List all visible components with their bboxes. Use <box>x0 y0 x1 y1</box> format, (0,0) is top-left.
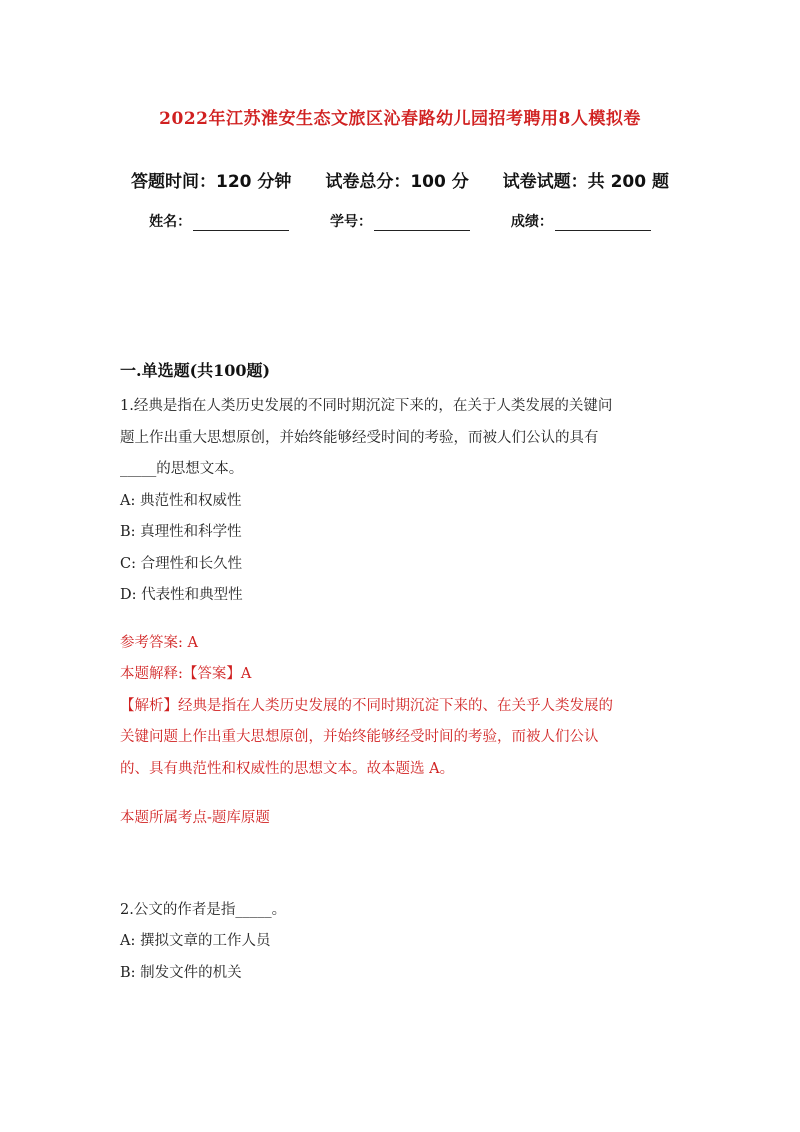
question-1-explain-line-1: 【解析】经典是指在人类历史发展的不同时期沉淀下来的、在关乎人类发展的 <box>120 697 613 714</box>
student-id-label: 学号： <box>330 214 372 230</box>
question-1-answer: 参考答案: A <box>120 634 198 651</box>
question-2-option-b: B: 制发文件的机关 <box>120 964 242 981</box>
question-1-line-2: 题上作出重大思想原创，并始终能够经受时间的考验，而被人们公认的具有 <box>120 429 599 446</box>
name-field <box>149 214 294 230</box>
grade-field <box>511 214 651 230</box>
student-info-row <box>0 211 800 231</box>
question-1-option-c: C: 合理性和长久性 <box>120 555 243 572</box>
question-1-source: 本题所属考点-题库原题 <box>120 810 270 826</box>
question-2-line-1: 2.公文的作者是指_____。 <box>120 901 287 918</box>
exam-total-score: 试卷总分：100 分 <box>325 172 469 192</box>
question-2-option-a: A: 撰拟文章的工作人员 <box>120 933 271 949</box>
student-id-blank <box>374 216 470 231</box>
question-1-option-d: D: 代表性和典型性 <box>120 587 243 603</box>
question-1-explain-title: 本题解释:【答案】A <box>120 666 252 682</box>
exam-meta-row <box>0 167 800 192</box>
student-id-field <box>330 214 475 230</box>
question-1-line-1: 1.经典是指在人类历史发展的不同时期沉淀下来的，在关于人类发展的关键问 <box>120 398 613 414</box>
question-1-explain-line-3: 的、具有典范性和权威性的思想文本。故本题选 A。 <box>120 760 455 777</box>
section-title: 一.单选题(共100题) <box>120 361 271 380</box>
grade-label: 成绩： <box>510 214 553 230</box>
question-1-explain-line-2: 关键问题上作出重大思想原创，并始终能够经受时间的考验，而被人们公认 <box>120 729 599 745</box>
question-1 <box>120 391 680 835</box>
exam-content <box>120 357 680 989</box>
name-blank <box>193 216 289 231</box>
exam-title: 2022年江苏淮安生态文旅区沁春路幼儿园招考聘用8人模拟卷 <box>159 109 641 129</box>
question-1-option-a: A: 典范性和权威性 <box>120 492 242 509</box>
exam-question-count: 试卷试题：共 200 题 <box>502 172 669 192</box>
grade-blank <box>555 216 651 231</box>
question-1-option-b: B: 真理性和科学性 <box>120 524 242 540</box>
name-label: 姓名： <box>149 214 192 230</box>
question-2 <box>120 895 680 990</box>
question-1-line-3: _____的思想文本。 <box>120 461 244 477</box>
exam-time: 答题时间：120 分钟 <box>131 172 292 192</box>
